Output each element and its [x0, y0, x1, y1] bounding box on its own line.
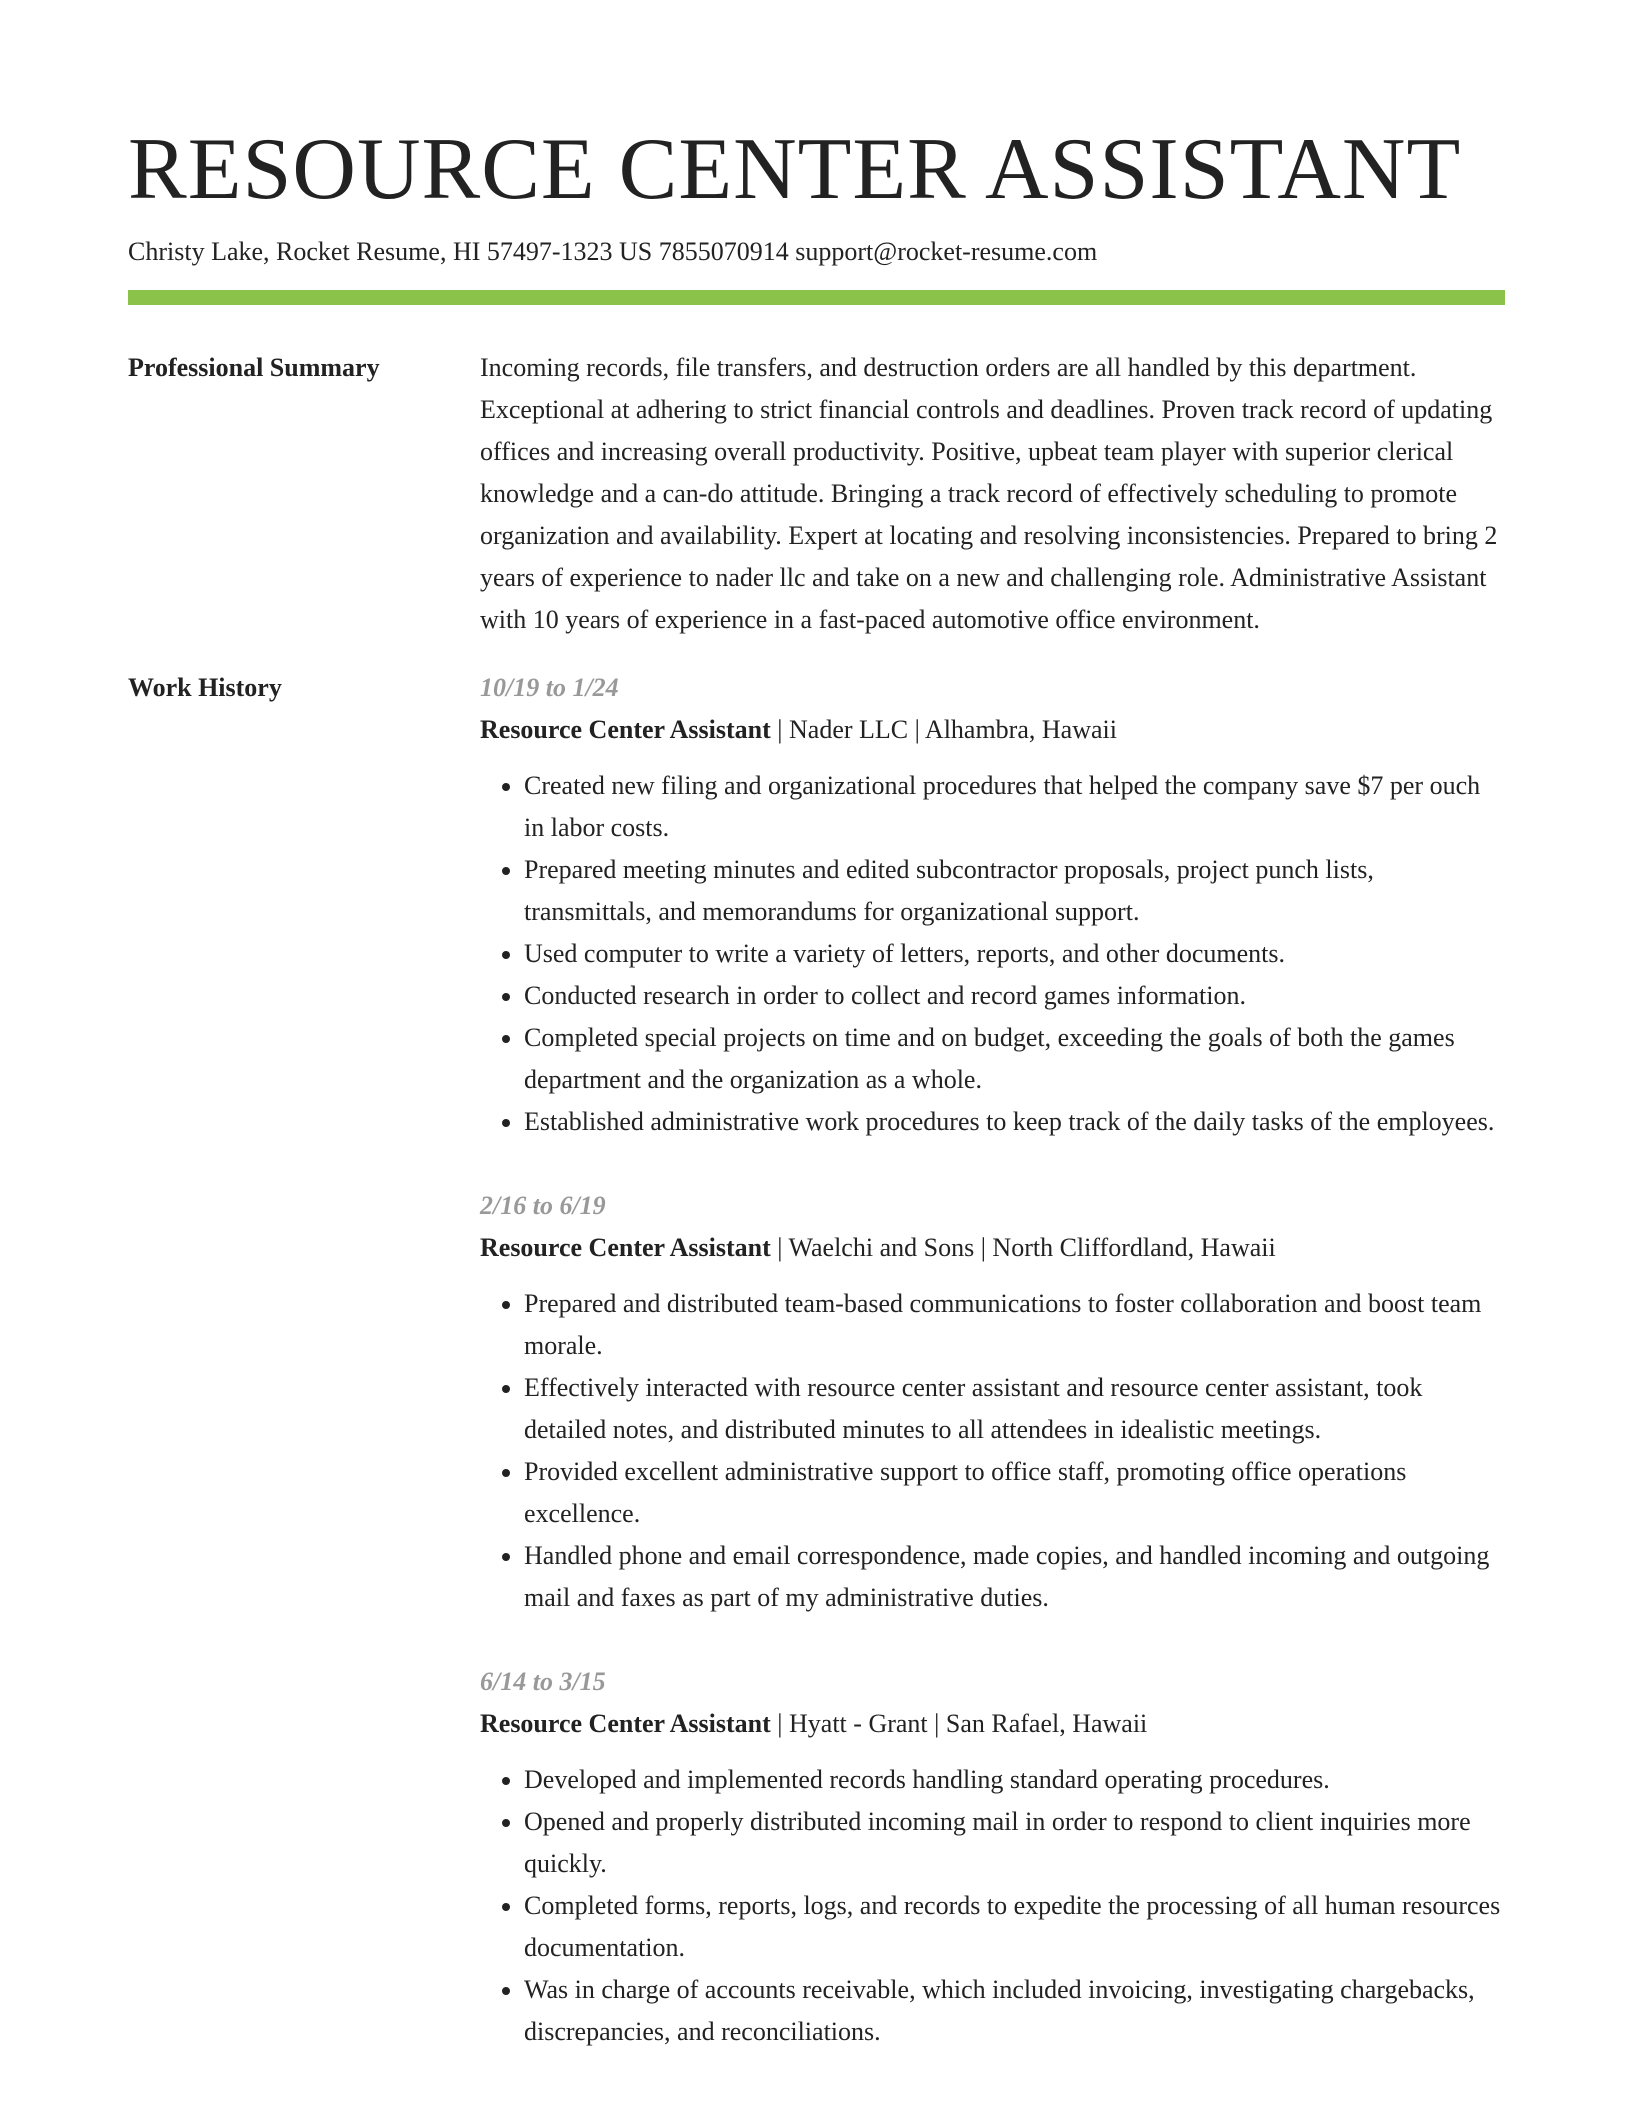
- job-bullet-list: [480, 1283, 1505, 1619]
- contact-email: support@rocket-resume.com: [795, 237, 1098, 266]
- job-bullet: • Developed and implemented records handling standard operating procedures.: [524, 1759, 1505, 1801]
- separator: [771, 715, 789, 744]
- job-entry: [480, 1661, 1505, 2053]
- contact-line: [128, 236, 1505, 268]
- job-bullet: • Prepared and distributed team-based communications to foster collaboration and boost team morale.: [524, 1283, 1505, 1367]
- summary-body: [480, 347, 1505, 641]
- job-bullet: • Handled phone and email correspondence, made copies, and handled incoming and outgoing mail and faxes as part of my administrative duties.: [524, 1535, 1505, 1619]
- job-role: Resource Center Assistant: [480, 1233, 771, 1262]
- summary-text: Incoming records, file transfers, and destruction orders are all handled by this department. Exceptional at adhering to strict financial controls and deadlines. Proven track record of updating offices and increasing overall productivity. Positive, upbeat team player with superior clerical knowledge and a can-do attitude. Bringing a track record of effectively scheduling to promote organization and availability. Expert at locating and resolving inconsistencies. Prepared to bring 2 years of experience to nader llc and take on a new and challenging role. Administrative Assistant with 10 years of experience in a fast-paced automotive office environment.: [480, 353, 1498, 634]
- job-location: Alhambra, Hawaii: [924, 715, 1117, 744]
- job-title-line: [480, 709, 1505, 751]
- job-dates: 2/16 to 6/19: [480, 1191, 606, 1220]
- separator: [771, 1233, 789, 1262]
- job-role: Resource Center Assistant: [480, 1709, 771, 1738]
- job-role: Resource Center Assistant: [480, 715, 771, 744]
- job-bullet: • Used computer to write a variety of letters, reports, and other documents.: [524, 933, 1505, 975]
- job-dates: 6/14 to 3/15: [480, 1667, 606, 1696]
- job-bullet: • Was in charge of accounts receivable, which included invoicing, investigating chargebacks, discrepancies, and reconciliations.: [524, 1969, 1505, 2053]
- contact-address: Rocket Resume, HI 57497-1323 US: [276, 237, 653, 266]
- job-location: San Rafael, Hawaii: [945, 1709, 1148, 1738]
- separator: [771, 1709, 789, 1738]
- job-title-line: [480, 1703, 1505, 1745]
- contact-phone: 7855070914: [658, 237, 789, 266]
- job-bullet: • Conducted research in order to collect and record games information.: [524, 975, 1505, 1017]
- resume-page: [128, 0, 1505, 2053]
- job-bullet: • Established administrative work procedures to keep track of the daily tasks of the employees.: [524, 1101, 1505, 1143]
- job-bullet: • Provided excellent administrative support to office staff, promoting office operations excellence.: [524, 1451, 1505, 1535]
- job-bullet: • Completed forms, reports, logs, and records to expedite the processing of all human resources documentation.: [524, 1885, 1505, 1969]
- job-bullet: • Opened and properly distributed incoming mail in order to respond to client inquiries more quickly.: [524, 1801, 1505, 1885]
- section-label-summary: Professional Summary: [128, 353, 380, 382]
- job-company: Waelchi and Sons: [788, 1233, 975, 1262]
- job-bullet: • Effectively interacted with resource center assistant and resource center assistant, took detailed notes, and distributed minutes to all attendees in idealistic meetings.: [524, 1367, 1505, 1451]
- job-dates: 10/19 to 1/24: [480, 673, 619, 702]
- job-bullet: • Completed special projects on time and on budget, exceeding the goals of both the games department and the organization as a whole.: [524, 1017, 1505, 1101]
- job-entry: [480, 667, 1505, 1143]
- job-company: Hyatt - Grant: [789, 1709, 928, 1738]
- job-bullet-list: [480, 765, 1505, 1143]
- professional-summary-section: [128, 347, 1505, 641]
- job-title-line: [480, 1227, 1505, 1269]
- resume-title: RESOURCE CENTER ASSISTANT: [128, 121, 1462, 218]
- job-location: North Cliffordland, Hawaii: [992, 1233, 1276, 1262]
- job-entry: [480, 1185, 1505, 1619]
- work-history-body: [480, 667, 1505, 2053]
- contact-name: Christy Lake,: [128, 237, 270, 266]
- section-label-work-history: Work History: [128, 673, 282, 702]
- separator: [908, 715, 925, 744]
- job-bullet-list: [480, 1759, 1505, 2053]
- job-bullet: • Prepared meeting minutes and edited subcontractor proposals, project punch lists, transmittals, and memorandums for organizational support.: [524, 849, 1505, 933]
- work-history-section: [128, 667, 1505, 2053]
- job-bullet: • Created new filing and organizational procedures that helped the company save $7 per ouch in labor costs.: [524, 765, 1505, 849]
- job-company: Nader LLC: [789, 715, 909, 744]
- separator: [928, 1709, 946, 1738]
- header-divider: [128, 290, 1505, 305]
- separator: [974, 1233, 992, 1262]
